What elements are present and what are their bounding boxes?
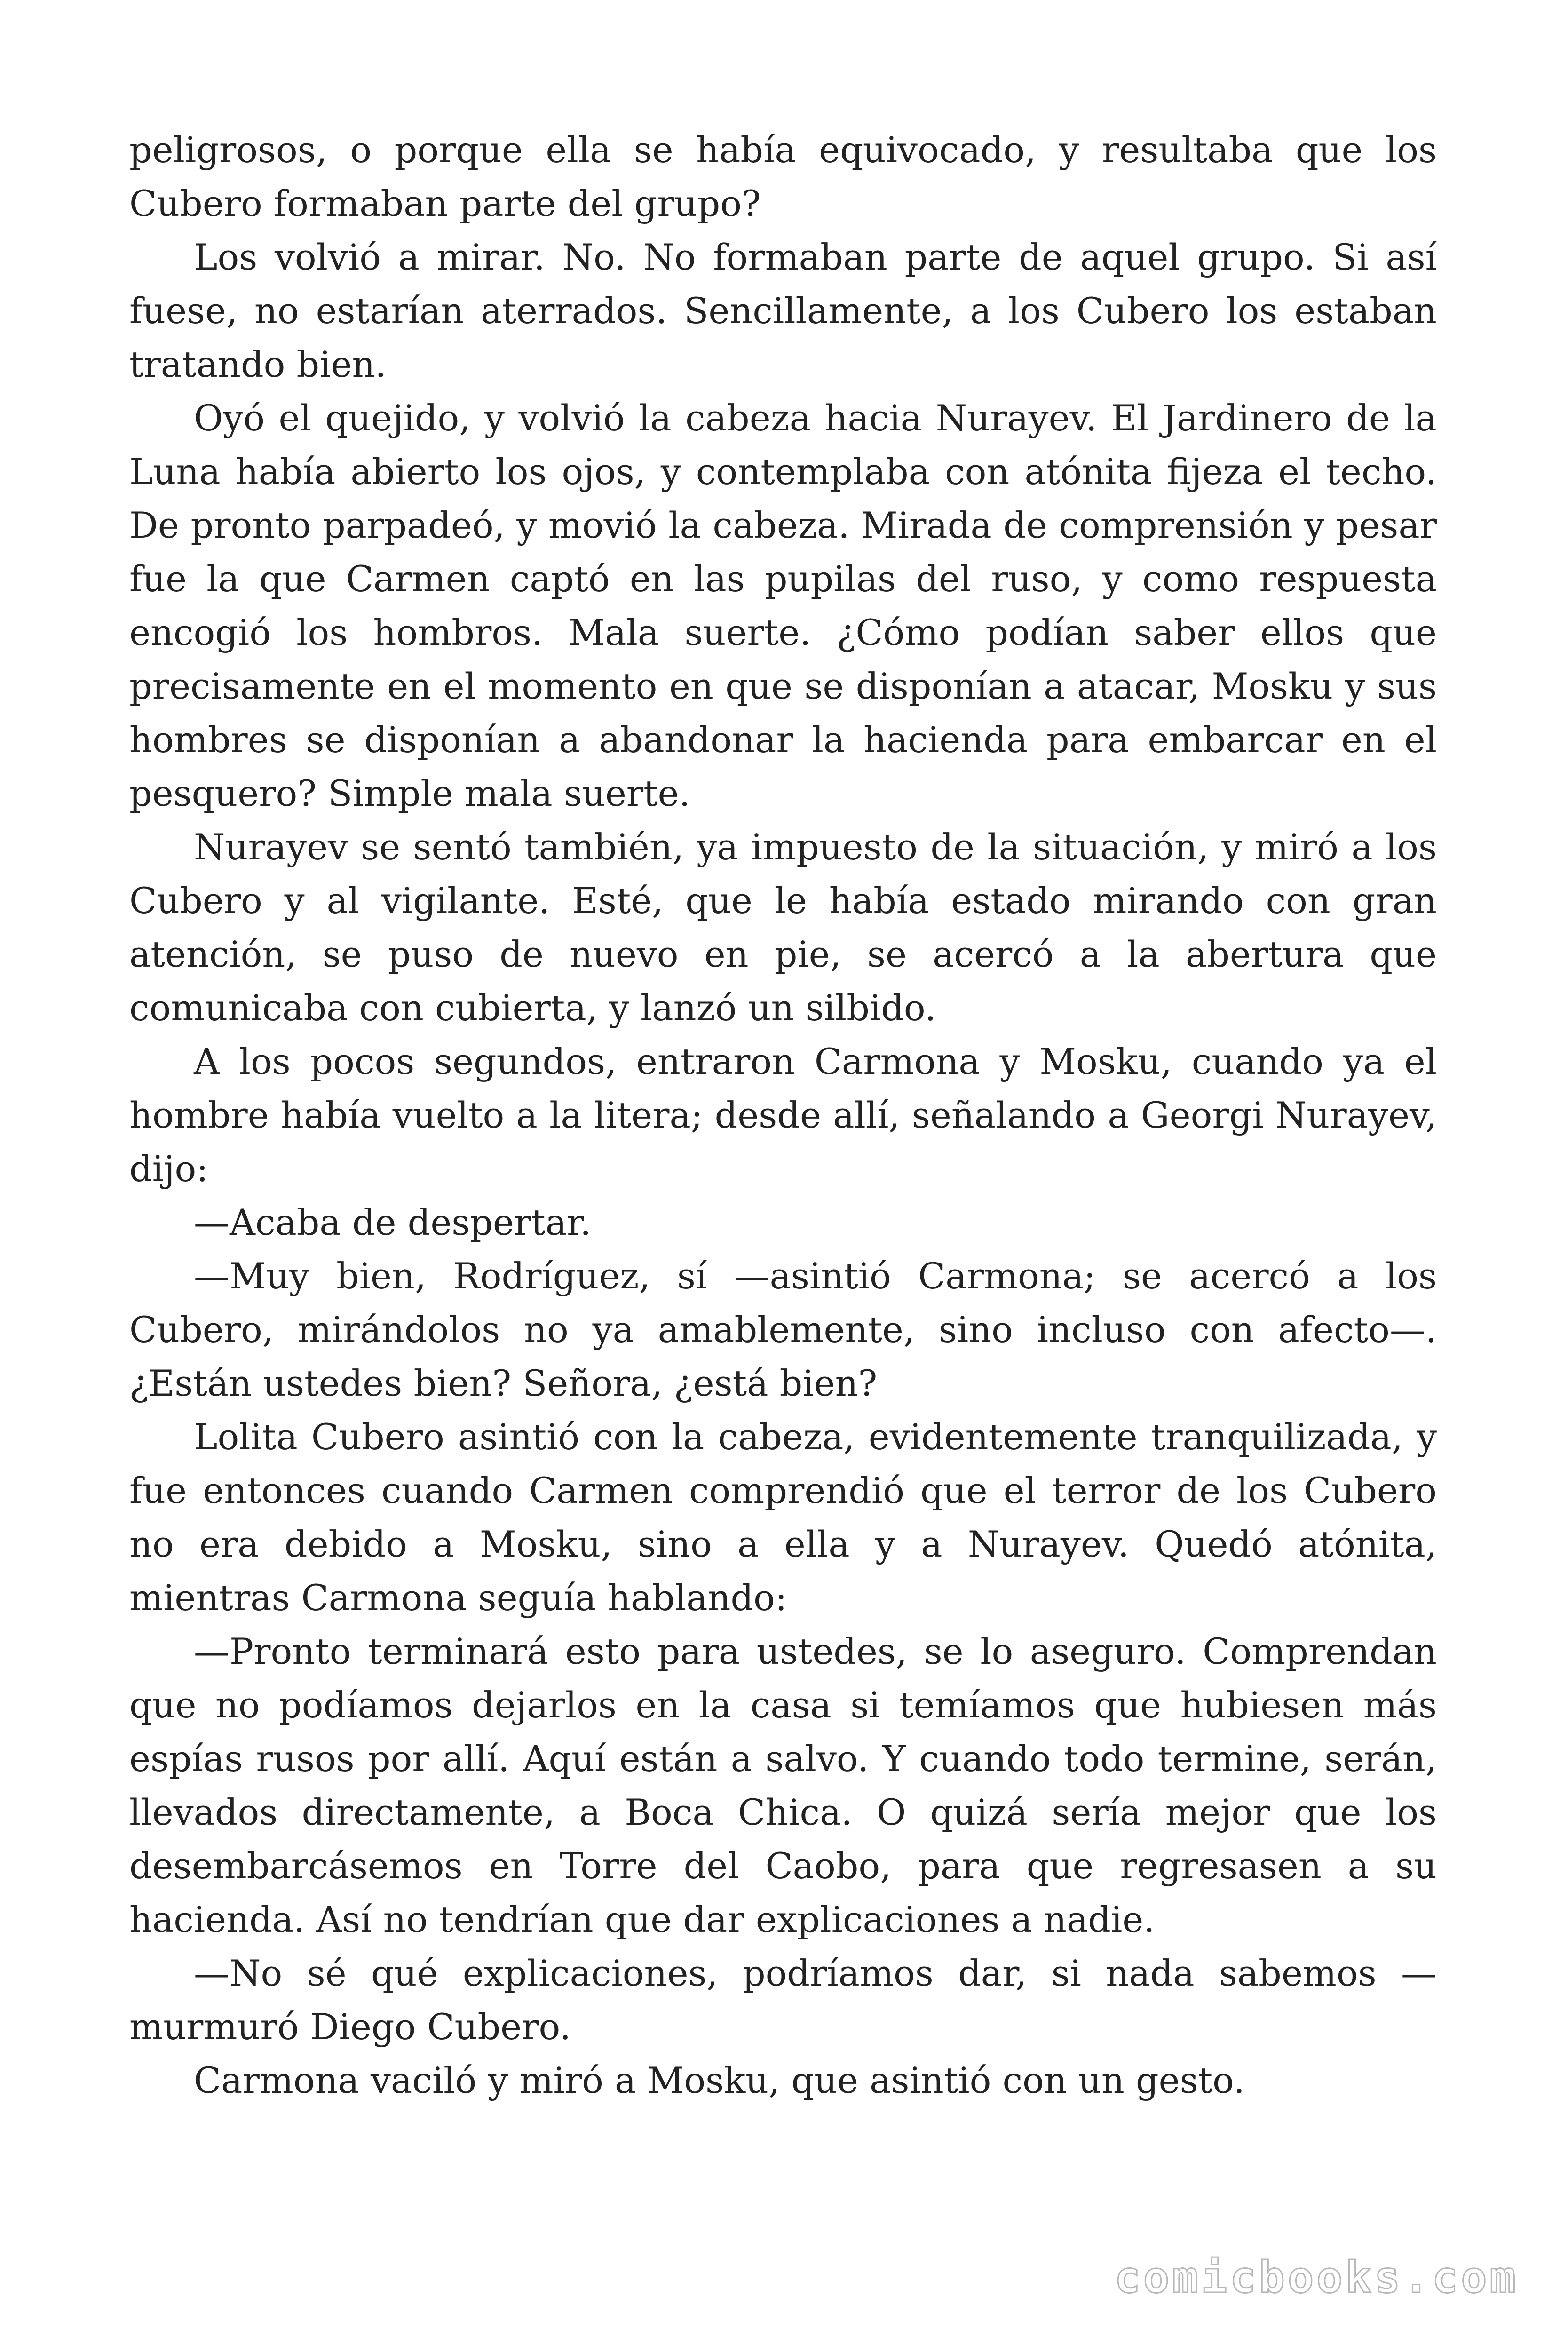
paragraph: Carmona vaciló y miró a Mosku, que asintió con un gesto. [194,2059,1245,2101]
paragraph: —No sé qué explicaciones, podríamos dar, si nada sabemos —murmuró Diego Cubero. [129,1952,1437,2048]
watermark-logo: comicbooks.com [1114,2252,1519,2303]
paragraph: —Pronto terminará esto para ustedes, se lo aseguro. Comprendan que no podíamos dejarlos en la casa si temíamos que hubiesen más espías rusos por allí. Aquí están a salvo. Y cuando todo termine, serán, llevados directamente, a Boca Chica. O quizá sería mejor que los desembarcásemos en Torre del Caobo, para que regresasen a su hacienda. Así no tendrían que dar explicaciones a nadie. [129,1630,1437,1940]
paragraph: Lolita Cubero asintió con la cabeza, evidentemente tranquilizada, y fue entonces cuando Carmen comprendió que el terror de los Cubero no era debido a Mosku, sino a ella y a Nurayev. Quedó atónita, mientras Carmona seguía hablando: [129,1416,1437,1619]
paragraph: peligrosos, o porque ella se había equivocado, y resultaba que los Cubero formaban parte del grupo? [129,129,1437,224]
paragraph: A los pocos segundos, entraron Carmona y Mosku, cuando ya el hombre había vuelto a la litera; desde allí, señalando a Georgi Nurayev, dijo: [129,1041,1437,1190]
paragraph: —Muy bien, Rodríguez, sí —asintió Carmona; se acercó a los Cubero, mirándolos no ya amablemente, sino incluso con afecto—. ¿Están ustedes bien? Señora, ¿está bien? [129,1255,1437,1404]
page-body [129,123,1437,2107]
paragraph: —Acaba de despertar. [194,1201,592,1243]
paragraph: Oyó el quejido, y volvió la cabeza hacia Nurayev. El Jardinero de la Luna había abierto los ojos, y contemplaba con atónita fijeza el techo. De pronto parpadeó, y movió la cabeza. Mirada de comprensión y pesar fue la que Carmen captó en las pupilas del ruso, y como respuesta encogió los hombros. Mala suerte. ¿Cómo podían saber ellos que precisamente en el momento en que se disponían a atacar, Mosku y sus hombres se disponían a abandonar la hacienda para embarcar en el pesquero? Simple mala suerte. [129,397,1437,814]
paragraph: Nurayev se sentó también, ya impuesto de la situación, y miró a los Cubero y al vigilante. Esté, que le había estado mirando con gran atención, se puso de nuevo en pie, se acercó a la abertura que comunicaba con cubierta, y lanzó un silbido. [129,826,1437,1029]
paragraph: Los volvió a mirar. No. No formaban parte de aquel grupo. Si así fuese, no estarían aterrados. Sencillamente, a los Cubero los estaban tratando bien. [129,236,1437,385]
